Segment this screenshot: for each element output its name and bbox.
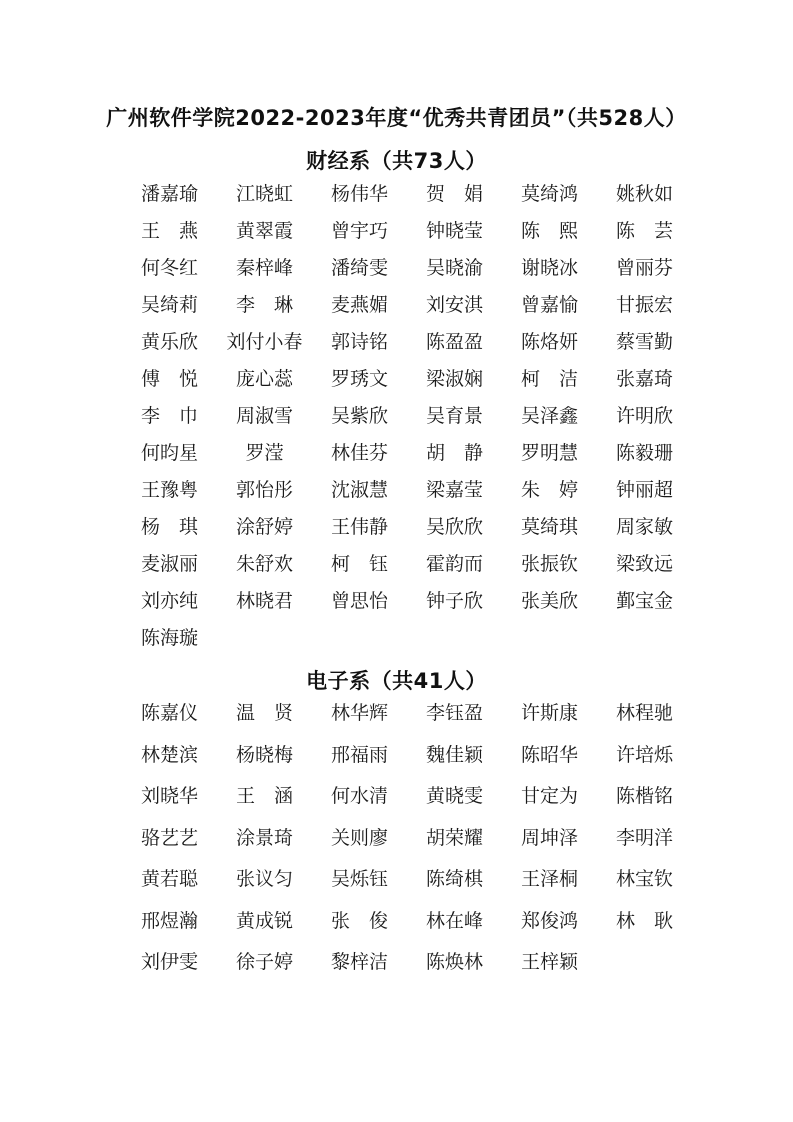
name-entry: 林佳芬: [330, 442, 388, 464]
name-entry: 柯 钰: [330, 553, 388, 575]
name-entry: 傅 悦: [140, 368, 198, 390]
name-entry: 黎梓洁: [330, 951, 388, 973]
name-entry: 曾宇巧: [330, 220, 388, 242]
name-entry: 莫绮鸿: [520, 183, 578, 205]
name-entry: 陈 熙: [520, 220, 578, 242]
name-entry: 陈烙妍: [520, 331, 578, 353]
name-entry: 罗明慧: [520, 442, 578, 464]
name-entry: 周家敏: [615, 516, 673, 538]
name-entry: 麦燕媚: [330, 294, 388, 316]
name-entry: 钟晓莹: [425, 220, 483, 242]
name-entry: 林楚滨: [140, 743, 198, 766]
name-entry: 郭怡彤: [235, 479, 293, 501]
name-entry: 吴烁钰: [330, 868, 388, 890]
name-entry: 何冬红: [140, 257, 198, 279]
name-entry: 霍韵而: [425, 553, 483, 575]
name-entry: 陈嘉仪: [140, 702, 198, 724]
name-entry: 陈盈盈: [425, 331, 483, 353]
name-grid-electronics: [122, 702, 692, 993]
name-entry: 骆艺艺: [140, 826, 198, 849]
name-entry: 关则廖: [330, 826, 388, 849]
document-title: 广州软件学院2022-2023年度“优秀共青团员”（共528人）: [106, 106, 687, 130]
name-entry: 曾嘉愉: [520, 294, 578, 316]
name-entry: 陈毅珊: [615, 442, 673, 464]
name-entry: 徐子婷: [235, 951, 293, 973]
name-entry: 张议匀: [235, 868, 293, 890]
name-entry: 许培烁: [615, 743, 673, 766]
name-entry: 张嘉琦: [615, 368, 673, 390]
name-entry: 涂舒婷: [235, 516, 293, 538]
name-entry: 莫绮琪: [520, 516, 578, 538]
name-entry: 黄若聪: [140, 868, 198, 890]
name-entry: 麦淑丽: [140, 553, 198, 575]
name-entry: 黄晓雯: [425, 785, 483, 807]
name-entry: 林在峰: [425, 909, 483, 932]
name-entry: 刘亦纯: [140, 590, 198, 612]
name-entry: 刘晓华: [140, 785, 198, 807]
name-entry: 江晓虹: [235, 183, 293, 205]
name-entry: 鄞宝金: [615, 590, 673, 612]
name-entry: 潘绮雯: [330, 257, 388, 279]
name-entry: 黄成锐: [235, 909, 293, 932]
name-entry: 陈昭华: [520, 743, 578, 766]
name-entry: 吴绮莉: [140, 294, 198, 316]
name-entry: 罗琇文: [330, 368, 388, 390]
name-entry: 吴泽鑫: [520, 405, 578, 427]
name-entry: 林 耿: [615, 909, 673, 932]
name-entry: 潘嘉瑜: [140, 183, 198, 205]
section-heading-finance: 财经系（共73人）: [306, 149, 487, 173]
name-entry: 刘安淇: [425, 294, 483, 316]
name-entry: 甘定为: [520, 785, 578, 807]
name-entry: 林晓君: [235, 590, 293, 612]
name-entry: 沈淑慧: [330, 479, 388, 501]
name-entry: 郑俊鸿: [520, 909, 578, 932]
name-entry: 杨晓梅: [235, 743, 293, 766]
name-entry: 杨伟华: [330, 183, 388, 205]
name-entry: 梁致远: [615, 553, 673, 575]
name-entry: 郭诗铭: [330, 331, 388, 353]
name-entry: 张美欣: [520, 590, 578, 612]
name-entry: 何昀星: [140, 442, 198, 464]
name-entry: 邢福雨: [330, 743, 388, 766]
name-entry: 谢晓冰: [520, 257, 578, 279]
name-entry: 曾思怡: [330, 590, 388, 612]
name-entry: 林宝钦: [615, 868, 673, 890]
name-entry: 朱舒欢: [235, 553, 293, 575]
name-entry: 吴欣欣: [425, 516, 483, 538]
name-entry: 陈焕林: [425, 951, 483, 973]
name-entry: 周坤泽: [520, 826, 578, 849]
name-entry: 涂景琦: [235, 826, 293, 849]
name-entry: 李明洋: [615, 826, 673, 849]
name-entry: 梁淑娴: [425, 368, 483, 390]
name-entry: 黄乐欣: [140, 331, 198, 353]
name-entry: 黄翠霞: [235, 220, 293, 242]
name-entry: 王 涵: [235, 785, 293, 807]
name-entry: 吴紫欣: [330, 405, 388, 427]
name-entry: 许明欣: [615, 405, 673, 427]
name-entry: 陈 芸: [615, 220, 673, 242]
name-entry: 李 巾: [140, 405, 198, 427]
name-entry: 钟子欣: [425, 590, 483, 612]
name-entry: 柯 洁: [520, 368, 578, 390]
name-entry: 刘付小春: [226, 331, 303, 353]
name-entry: 王泽桐: [520, 868, 578, 890]
name-entry: 李钰盈: [425, 702, 483, 724]
section-heading-electronics: 电子系（共41人）: [306, 669, 487, 693]
name-entry: 蔡雪勤: [615, 331, 673, 353]
name-entry: 周淑雪: [235, 405, 293, 427]
name-entry: 林华辉: [330, 702, 388, 724]
name-entry: 杨 琪: [140, 516, 198, 538]
name-entry: 朱 婷: [520, 479, 578, 501]
name-entry: 陈楷铭: [615, 785, 673, 807]
name-entry: 许斯康: [520, 702, 578, 724]
name-entry: 曾丽芬: [615, 257, 673, 279]
name-entry: 张 俊: [330, 909, 388, 932]
name-entry: 胡荣耀: [425, 826, 483, 849]
name-entry: 贺 娟: [425, 183, 483, 205]
name-entry: 林程驰: [615, 702, 673, 724]
name-entry: 张振钦: [520, 553, 578, 575]
name-entry: 钟丽超: [615, 479, 673, 501]
name-entry: 王伟静: [330, 516, 388, 538]
name-entry: 刘伊雯: [140, 951, 198, 973]
name-entry: 吴育景: [425, 405, 483, 427]
name-entry: 胡 静: [425, 442, 483, 464]
name-grid-finance: [122, 183, 692, 664]
name-entry: 魏佳颖: [425, 743, 483, 766]
name-entry: 甘振宏: [615, 294, 673, 316]
name-entry: 罗滢: [245, 442, 284, 464]
name-entry: 李 琳: [235, 294, 293, 316]
name-entry: 秦梓峰: [235, 257, 293, 279]
name-entry: 邢煜瀚: [140, 909, 198, 932]
name-entry: 陈绮棋: [425, 868, 483, 890]
name-entry: 何水清: [330, 785, 388, 807]
name-entry: 陈海璇: [140, 627, 198, 649]
name-entry: 王 燕: [140, 220, 198, 242]
name-entry: 梁嘉莹: [425, 479, 483, 501]
name-entry: 姚秋如: [615, 183, 673, 205]
name-entry: 王豫粤: [140, 479, 198, 501]
name-entry: 庞心蕊: [235, 368, 293, 390]
name-entry: 王梓颖: [520, 951, 578, 973]
name-entry: 温 贤: [235, 702, 293, 724]
name-entry: 吴晓渝: [425, 257, 483, 279]
